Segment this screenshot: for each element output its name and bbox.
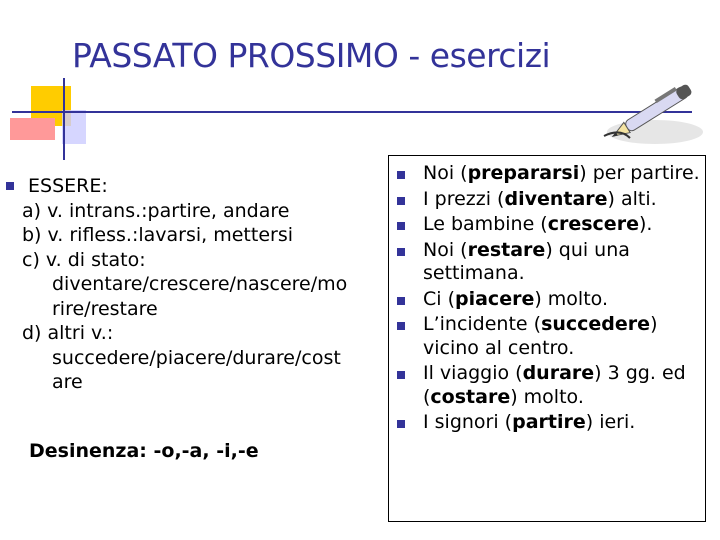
bullet-icon — [397, 420, 405, 428]
bullet-icon — [397, 222, 405, 230]
verb: piacere — [455, 287, 535, 310]
verb: diventare — [504, 187, 608, 210]
decor-blue-square — [62, 110, 86, 144]
exercise-item: I prezzi (diventare) alti. — [389, 188, 707, 212]
rule-d-verbs-2: are — [52, 371, 83, 393]
decor-vertical-line — [63, 78, 65, 160]
rule-b: b) v. rifless.:lavarsi, mettersi — [22, 224, 294, 246]
verb: prepararsi — [467, 162, 580, 184]
verb: crescere — [547, 213, 639, 235]
desinenza-note: Desinenza: -o,-a, -i,-e — [29, 440, 259, 462]
exercise-item: Noi (restare) qui una settimana. — [389, 239, 707, 286]
bullet-icon — [397, 322, 405, 330]
rule-c-verbs-2: rire/restare — [52, 297, 158, 320]
verb: durare — [522, 362, 595, 384]
rule-d: d) altri v.: — [22, 322, 114, 344]
rule-c-verbs-1: diventare/crescere/nascere/mo — [52, 273, 348, 295]
decor-horizontal-line — [12, 111, 692, 113]
exercise-list — [389, 162, 707, 437]
exercise-item: L’incidente (succedere) vicino al centro. — [389, 313, 707, 360]
pen-icon — [600, 70, 710, 150]
verb: costare — [430, 385, 511, 408]
rule-essere: ESSERE: — [28, 175, 108, 197]
exercise-item: Il viaggio (durare) 3 gg. ed (costare) molto. — [389, 362, 707, 409]
bullet-icon — [397, 197, 405, 205]
verb: succedere — [541, 313, 651, 335]
bullet-icon — [397, 248, 405, 256]
slide-title: PASSATO PROSSIMO - esercizi — [72, 36, 551, 75]
exercise-item: Noi (prepararsi) per partire. — [389, 162, 707, 186]
verb: restare — [467, 238, 546, 261]
exercise-item: I signori (partire) ieri. — [389, 411, 707, 435]
rules-column — [22, 174, 347, 395]
bullet-icon — [397, 171, 405, 179]
verb: partire — [512, 411, 586, 433]
exercise-item: Le bambine (crescere). — [389, 213, 707, 237]
exercise-box — [388, 155, 706, 522]
rule-d-verbs-1: succedere/piacere/durare/cost — [52, 346, 341, 369]
rule-a: a) v. intrans.:partire, andare — [22, 199, 290, 222]
bullet-icon — [397, 297, 405, 305]
exercise-item: Ci (piacere) molto. — [389, 288, 707, 312]
decor-red-square — [10, 118, 55, 140]
bullet-icon — [6, 182, 14, 190]
bullet-icon — [397, 371, 405, 379]
rule-c: c) v. di stato: — [22, 248, 146, 271]
